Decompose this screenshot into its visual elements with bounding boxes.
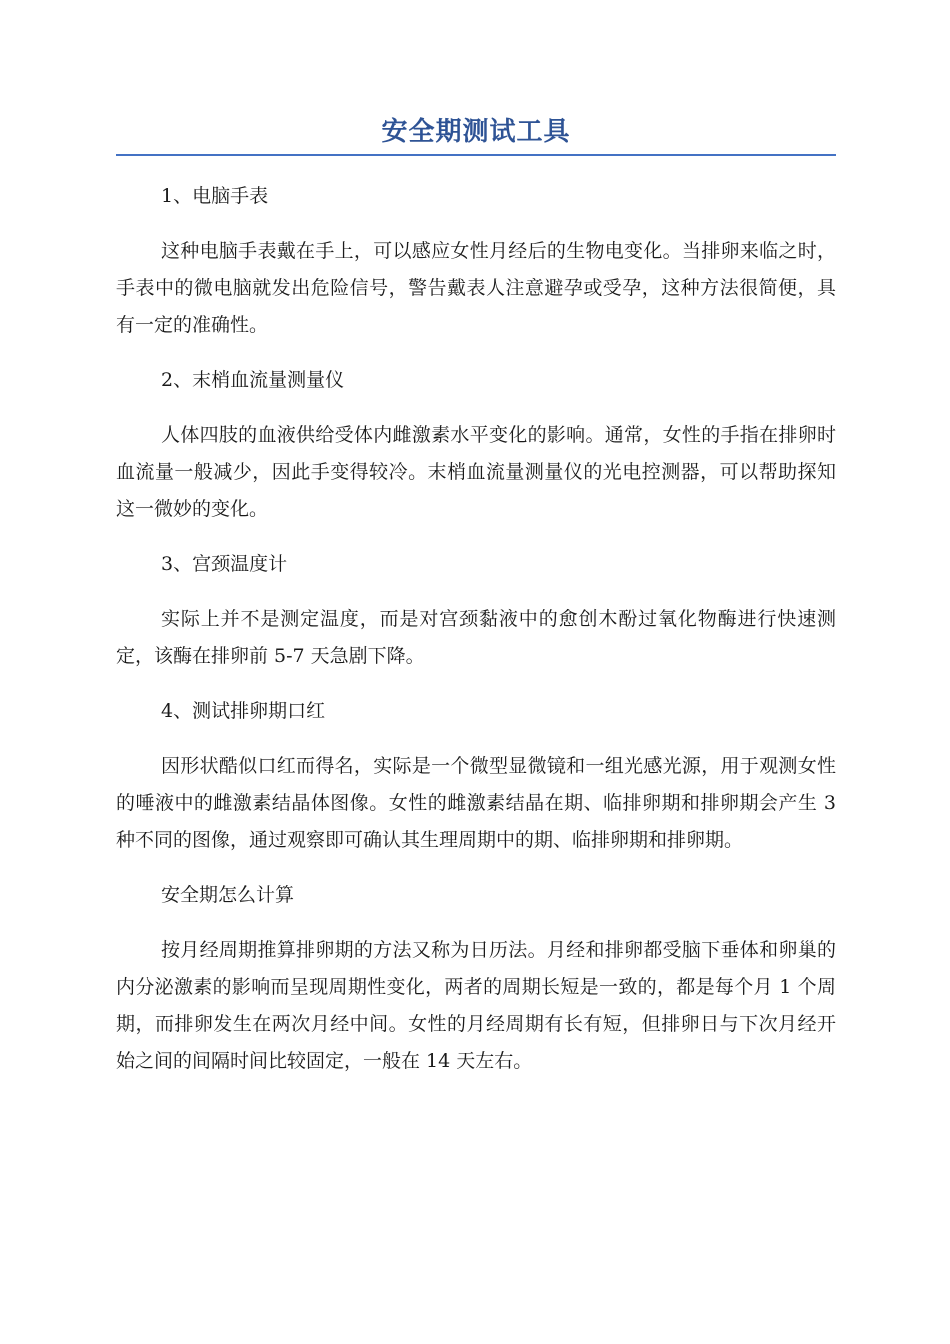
- paragraph-ovulation-lipstick: 因形状酷似口红而得名，实际是一个微型显微镜和一组光感光源，用于观测女性的唾液中的雌激素结晶体图像。女性的雌激素结晶在期、临排卵期和排卵期会产生 3 种不同的图像，通过观察即可确认其生理周期中的期、临排卵期和排卵期。: [116, 755, 836, 851]
- paragraph-blood-flow-meter: 人体四肢的血液供给受体内雌激素水平变化的影响。通常，女性的手指在排卵时血流量一般减少，因此手变得较冷。末梢血流量测量仪的光电控测器，可以帮助探知这一微妙的变化。: [116, 424, 836, 520]
- section-heading-blood-flow-meter: 2、末梢血流量测量仪: [161, 369, 345, 391]
- section-heading-safe-period-calc: 安全期怎么计算: [161, 884, 295, 906]
- paragraph-electronic-watch: 这种电脑手表戴在手上，可以感应女性月经后的生物电变化。当排卵来临之时，手表中的微电脑就发出危险信号，警告戴表人注意避孕或受孕，这种方法很简便，具有一定的准确性。: [116, 240, 836, 336]
- paragraph-cervical-thermometer: 实际上并不是测定温度，而是对宫颈黏液中的愈创木酚过氧化物酶进行快速测定，该酶在排卵前 5-7 天急剧下降。: [116, 608, 836, 667]
- section-heading-electronic-watch: 1、电脑手表: [161, 185, 269, 207]
- document-page: [116, 112, 836, 1098]
- document-body: [116, 178, 836, 1080]
- paragraph-safe-period-calc: 按月经周期推算排卵期的方法又称为日历法。月经和排卵都受脑下垂体和卵巢的内分泌激素的影响而呈现周期性变化，两者的周期长短是一致的，都是每个月 1 个周期，而排卵发生在两次月经中间。女性的月经周期有长有短，但排卵日与下次月经开始之间的间隔时间比较固定，一般在 14 天左右。: [116, 939, 836, 1072]
- section-heading-ovulation-lipstick: 4、测试排卵期口红: [161, 700, 326, 722]
- document-title: 安全期测试工具: [116, 112, 836, 156]
- section-heading-cervical-thermometer: 3、宫颈温度计: [161, 553, 288, 575]
